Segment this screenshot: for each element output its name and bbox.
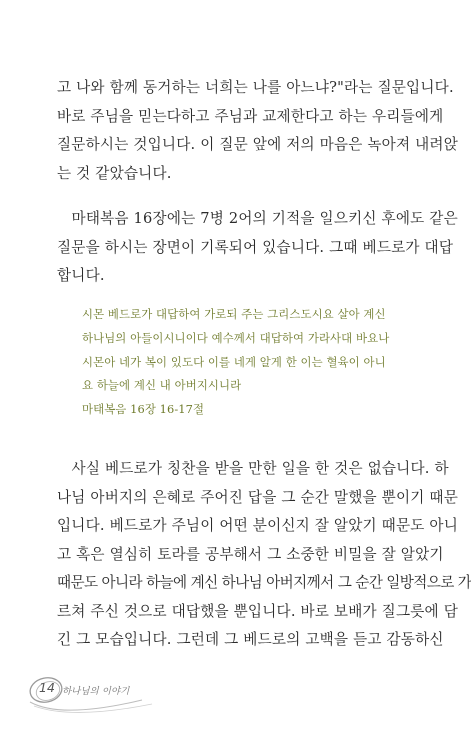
text-line: 나님 아버지의 은혜로 주어진 답을 그 순간 말했을 뿐이기 때문 [57, 488, 458, 506]
body-paragraph-1 [57, 74, 458, 188]
text-line: 사실 베드로가 칭찬을 받을 만한 일을 한 것은 없습니다. 하 [57, 460, 449, 477]
text-line: 바로 주님을 믿는다하고 주님과 교제한다고 하는 우리들에게 [57, 107, 444, 125]
quote-line: 요 하늘에 계신 내 아버지시니라 [82, 378, 242, 393]
quote-line: 시몬 베드로가 대답하여 가로되 주는 그리스도시요 살아 계신 [82, 307, 386, 321]
text-line: 는 것 같았습니다. [57, 164, 172, 182]
text-line: 르쳐 주신 것으로 대답했을 뿐입니다. 바로 보배가 질그릇에 담 [57, 602, 458, 620]
page-footer [22, 664, 182, 720]
text-line: 긴 그 모습입니다. 그런데 그 베드로의 고백을 듣고 감동하신 [57, 631, 444, 648]
text-line: 고 혹은 열심히 토라를 공부해서 그 소중한 비밀을 잘 알았기 [57, 545, 444, 563]
quote-source: 마태복음 16장 16-17절 [82, 402, 205, 417]
scripture-quote [82, 303, 412, 422]
quote-line: 시몬아 네가 복이 있도다 이를 네게 알게 한 이는 혈육이 아니 [82, 354, 386, 369]
text-line: 질문을 하시는 장면이 기록되어 있습니다. 그때 베드로가 대답 [57, 238, 454, 256]
text-line: 때문도 아니라 하늘에 계신 하나님 아버지께서 그 순간 일방적으로 가 [57, 574, 471, 591]
body-paragraph-3 [57, 455, 471, 655]
body-paragraph-2 [57, 205, 458, 291]
text-line: 마태복음 16장에는 7병 2어의 기적을 일으키신 후에도 같은 [57, 210, 458, 227]
page-number: 14 [39, 680, 55, 695]
text-line: 질문하시는 것입니다. 이 질문 앞에 저의 마음은 녹아져 내려앉 [57, 136, 458, 153]
text-line: 고 나와 함께 동거하는 너희는 나를 아느냐?"라는 질문입니다. [57, 79, 454, 96]
text-line: 합니다. [57, 267, 105, 284]
text-line: 입니다. 베드로가 주님이 어떤 분이신지 잘 알았기 때문도 아니 [57, 517, 458, 534]
book-title: 하나님의 이야기 [62, 686, 130, 697]
quote-line: 하나님의 아들이시니이다 예수께서 대답하여 가라사대 바요나 [82, 330, 390, 345]
